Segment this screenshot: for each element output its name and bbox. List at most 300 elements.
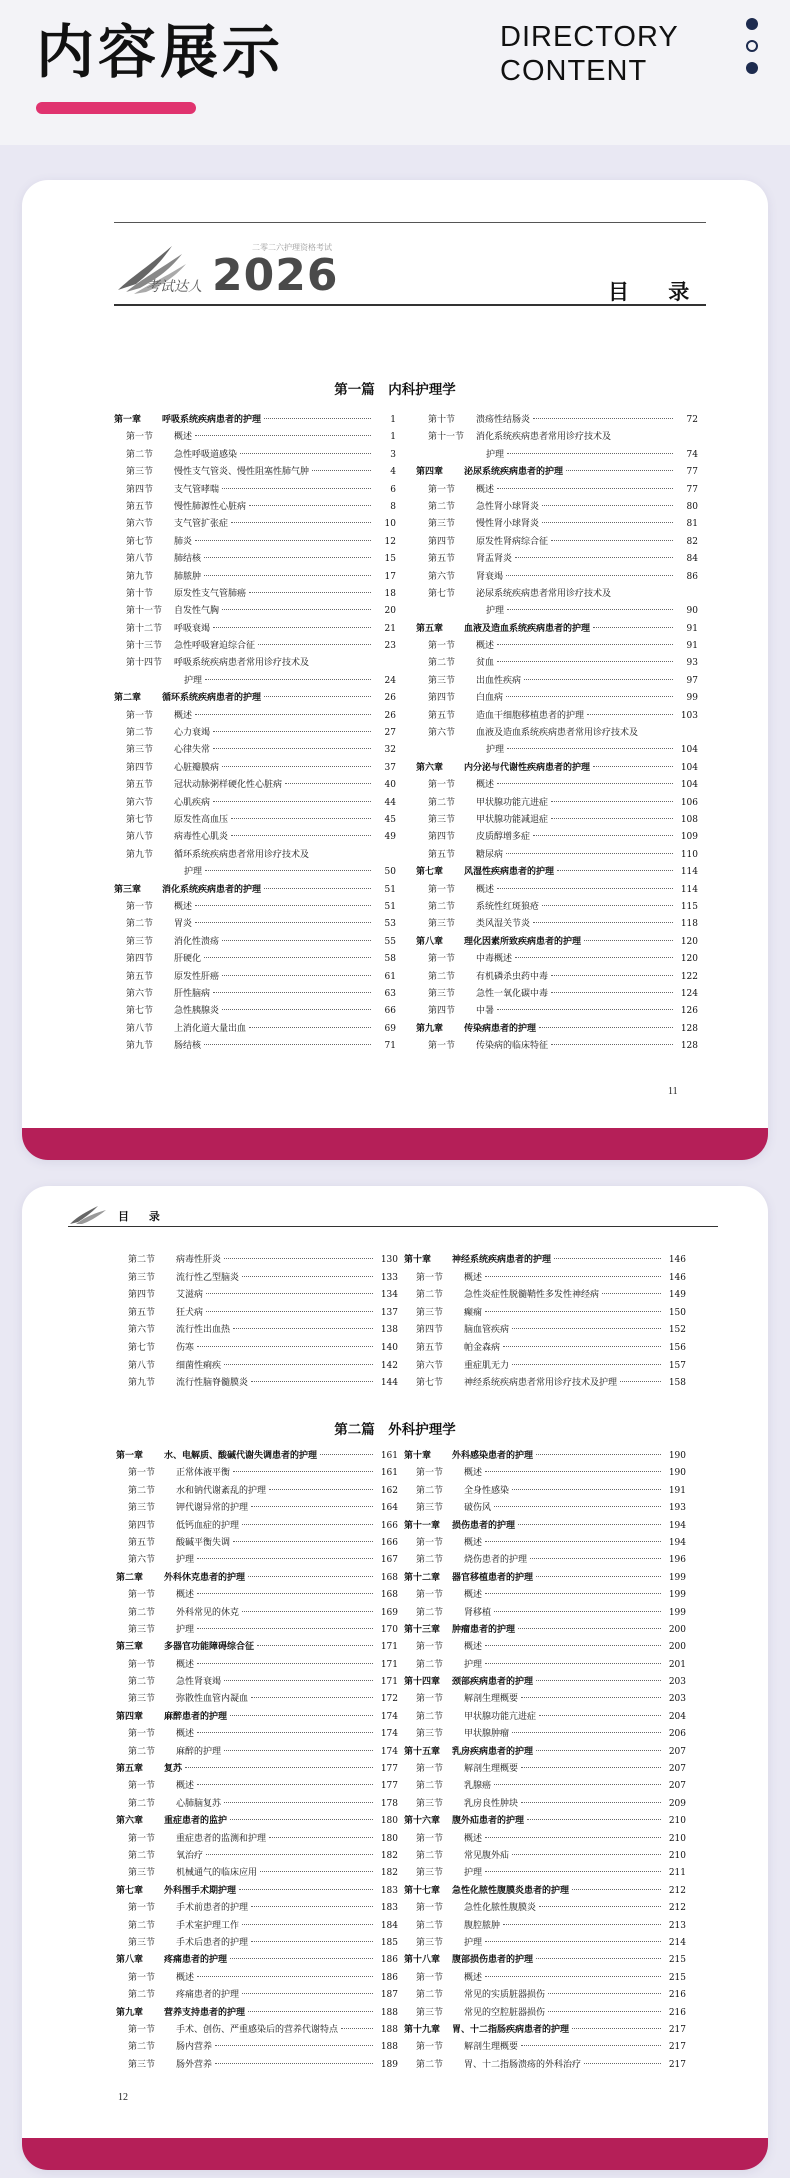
toc-entry-title: 系统性红斑狼疮: [476, 901, 540, 912]
dot-leader: [518, 1628, 661, 1629]
toc-entry-title: 内分泌与代谢性疾病患者的护理: [464, 762, 591, 773]
dot-leader: [222, 609, 371, 610]
toc-entry-number: 第六节: [126, 988, 154, 999]
toc-entry-page: 171: [380, 1642, 398, 1653]
dot-leader: [242, 1924, 373, 1925]
dot-leader: [257, 1645, 373, 1646]
toc-entry-number: 第二节: [126, 728, 154, 739]
toc-entry-label: [116, 1813, 227, 1830]
toc-entry-page: 169: [380, 1607, 398, 1618]
toc-entry-label: [116, 1831, 266, 1848]
toc-entry-title: 概述: [174, 432, 193, 443]
toc-entry-number: 第二节: [128, 1485, 156, 1496]
toc-section-row: [116, 2057, 398, 2074]
toc-entry-page: 138: [380, 1325, 398, 1336]
part-title: 第一篇 内科护理学: [334, 382, 456, 398]
dot-leader: [536, 1958, 661, 1959]
toc-entry-page: 172: [380, 1694, 398, 1705]
toc-section-row: [114, 551, 396, 568]
toc-entry-label: [404, 1535, 482, 1552]
toc-entry-number: 第二节: [128, 1255, 156, 1265]
toc-section-row: [404, 1358, 686, 1376]
toc-entry-title: 概述: [176, 1729, 195, 1740]
toc-entry-number: 第九章: [116, 2007, 144, 2018]
toc-entry-page: 174: [380, 1746, 398, 1757]
toc-entry-title: 流行性出血热: [176, 1325, 231, 1336]
toc-entry-label: [116, 1587, 194, 1604]
toc-entry-title: 外科休克患者的护理: [164, 1572, 246, 1583]
dot-leader: [213, 731, 371, 732]
toc-entry-page: 80: [686, 501, 698, 512]
toc-entry-label: [114, 655, 309, 672]
toc-section-row: [116, 1587, 398, 1604]
toc-section-row: [116, 2039, 398, 2056]
toc-entry-page: 91: [686, 623, 698, 634]
toc-entry-number: 第二节: [416, 1485, 444, 1496]
toc-entry-number: 第一节: [416, 1764, 444, 1775]
toc-entry-label: [114, 638, 255, 655]
toc-entry-label: [116, 1639, 254, 1656]
toc-entry-label: [416, 534, 548, 551]
toc-entry-number: 第十章: [404, 1255, 432, 1265]
toc-entry-page: 212: [668, 1885, 686, 1896]
toc-chapter-row: [116, 1883, 398, 1900]
toc-entry-label: [416, 516, 539, 533]
toc-entry-title: 上消化道大量出血: [174, 1023, 247, 1034]
toc-entry-title: 概述: [464, 1590, 483, 1601]
toc-section-row: [114, 916, 396, 933]
toc-entry-page: 214: [668, 1937, 686, 1948]
toc-entry-label: [416, 847, 503, 864]
toc-entry-number: 第二节: [428, 971, 456, 982]
toc-section-row: [116, 1935, 398, 1952]
toc-section-row: [416, 482, 698, 499]
toc-entry-number: 第十六章: [404, 1816, 441, 1827]
toc-entry-title: 甲状腺功能减退症: [476, 814, 549, 825]
toc-entry-number: 第三节: [428, 919, 456, 930]
toc-entry-number: 第一节: [428, 484, 456, 495]
toc-entry-label: [404, 1918, 500, 1935]
toc-section-row: [416, 725, 698, 742]
toc-entry-page: 74: [686, 449, 698, 460]
toc-entry-page: 190: [668, 1451, 686, 1461]
toc-entry-title: 解剖生理概要: [464, 1694, 519, 1705]
toc-entry-label: [116, 1375, 248, 1393]
toc-section-row: [404, 1831, 686, 1848]
toc-entry-number: 第一节: [128, 1468, 156, 1479]
toc-entry-title: 护理: [464, 1659, 483, 1670]
toc-entry-page: 174: [380, 1711, 398, 1722]
toc-entry-page: 97: [686, 675, 698, 686]
dot-leader: [539, 1027, 673, 1028]
toc-entry-label: [116, 1552, 194, 1569]
toc-chapter-row: [404, 2022, 686, 2039]
brand-name: 考试达人: [146, 279, 202, 295]
toc-entry-label: [404, 2039, 518, 2056]
header-en-line1: DIRECTORY: [500, 21, 679, 53]
toc-entry-page: 133: [380, 1272, 398, 1283]
pager-dot-2: [746, 40, 758, 52]
toc-entry-page: 106: [680, 797, 698, 808]
toc-entry-title: 病毒性心肌炎: [174, 832, 229, 843]
toc-entry-title: 心力衰竭: [174, 728, 211, 739]
toc-section-row: [114, 638, 396, 655]
dot-leader: [539, 1715, 661, 1716]
toc-entry-title: 流行性脑脊髓膜炎: [176, 1378, 249, 1389]
toc-entry-title: 消化性溃疡: [174, 936, 220, 947]
toc-entry-title: 肝硬化: [174, 954, 202, 965]
toc-entry-label: [114, 812, 228, 829]
toc-chapter-row: [404, 1883, 686, 1900]
toc-entry-number: 第十三章: [404, 1624, 441, 1635]
dot-leader: [204, 575, 371, 576]
toc-chapter-row: [404, 1570, 686, 1587]
toc-entry-title: 常见的空腔脏器损伤: [464, 2007, 546, 2018]
header-en-line2: CONTENT: [500, 55, 648, 87]
toc-entry-title: 呼吸衰竭: [174, 623, 211, 634]
toc-entry-title: 溃疡性结肠炎: [476, 415, 531, 425]
toc-entry-title: 概述: [176, 1781, 195, 1792]
toc-section-row: [416, 534, 698, 551]
toc-section-row: [114, 795, 396, 812]
toc-entry-label: [404, 1935, 482, 1952]
page-number: 12: [118, 2092, 128, 2103]
toc-section-row: [116, 1287, 398, 1305]
toc-entry-page: 156: [668, 1342, 686, 1353]
toc-entry-title: 腹部损伤患者的护理: [452, 1955, 534, 1966]
toc-entry-label: [404, 1865, 482, 1882]
dot-leader: [242, 1524, 373, 1525]
dot-leader: [507, 453, 673, 454]
dot-leader: [512, 1364, 661, 1365]
toc-entry-number: 第七节: [126, 814, 154, 825]
toc-chapter-row: [416, 1021, 698, 1038]
toc-entry-title: 原发性支气管肺癌: [174, 588, 247, 599]
toc-entry-title: 急性肾小球肾炎: [476, 501, 540, 512]
toc-entry-number: 第四节: [126, 484, 154, 495]
toc-entry-page: 23: [384, 641, 396, 652]
dot-leader: [507, 748, 673, 749]
dot-leader: [548, 2011, 661, 2012]
toc-entry-label: [416, 499, 539, 516]
toc-section-row: [116, 1605, 398, 1622]
toc-section-row: [114, 864, 396, 881]
toc-section-row: [114, 934, 396, 951]
toc-entry-title: 心肺脑复苏: [176, 1798, 222, 1809]
toc-entry-title: 神经系统疾病患者常用诊疗技术及护理: [464, 1378, 618, 1389]
toc-entry-page: 183: [380, 1885, 398, 1896]
dot-leader: [485, 1541, 661, 1542]
toc-entry-title: 全身性感染: [464, 1485, 510, 1496]
dot-leader: [231, 818, 371, 819]
dot-leader: [521, 1767, 661, 1768]
toc-entry-page: 157: [668, 1360, 686, 1371]
toc-entry-label: [404, 1796, 518, 1813]
toc-entry-page: 104: [680, 762, 698, 773]
dot-leader: [197, 1663, 373, 1664]
dot-leader: [312, 470, 371, 471]
toc-entry-page: 166: [380, 1520, 398, 1531]
toc-entry-number: 第三节: [126, 936, 154, 947]
toc-entry-title: 慢性支气管炎、慢性阻塞性肺气肿: [174, 467, 310, 478]
toc-entry-label: [404, 1639, 482, 1656]
toc-chapter-row: [416, 760, 698, 777]
toc-entry-page: 177: [380, 1764, 398, 1775]
toc-entry-title: 消化系统疾病患者的护理: [162, 884, 262, 895]
toc-entry-number: 第四节: [416, 1325, 444, 1336]
toc-entry-number: 第六章: [116, 1816, 144, 1827]
toc-entry-title: 支气管扩张症: [174, 519, 229, 530]
toc-entry-label: [114, 482, 219, 499]
toc-entry-page: 209: [668, 1798, 686, 1809]
toc-entry-number: 第十九章: [404, 2024, 441, 2035]
toc-entry-title: 概述: [176, 1590, 195, 1601]
toc-entry-title: 中毒概述: [476, 954, 513, 965]
toc-entry-title: 外科围手术期护理: [164, 1885, 237, 1896]
toc-section-row: [404, 1778, 686, 1795]
toc-entry-title: 心肌疾病: [174, 797, 211, 808]
toc-section-row: [416, 516, 698, 533]
dot-leader: [507, 609, 673, 610]
toc-entry-page: 20: [384, 606, 396, 617]
toc-entry-number: 第一节: [128, 1729, 156, 1740]
toc-entry-page: 188: [380, 2024, 398, 2035]
toc-section-row: [416, 986, 698, 1003]
toc-entry-page: 12: [384, 536, 396, 547]
toc-entry-page: 146: [668, 1255, 686, 1265]
toc-section-row: [404, 1987, 686, 2004]
toc-entry-page: 212: [668, 1903, 686, 1914]
toc-entry-number: 第三章: [116, 1642, 144, 1653]
toc-entry-page: 72: [686, 415, 698, 425]
toc-entry-page: 3: [390, 449, 396, 460]
dot-leader: [213, 748, 371, 749]
dot-leader: [224, 1680, 373, 1681]
toc-chapter-row: [416, 621, 698, 638]
part-title: 第二篇 外科护理学: [334, 1422, 456, 1438]
toc-entry-page: 91: [686, 641, 698, 652]
toc-entry-page: 152: [668, 1325, 686, 1336]
toc-entry-number: 第一节: [428, 954, 456, 965]
card-footer-bar: [22, 1128, 768, 1160]
toc-section-row: [404, 1639, 686, 1656]
dot-leader: [213, 992, 371, 993]
toc-entry-title: 胃、十二指肠疾病患者的护理: [452, 2024, 570, 2035]
toc-entry-title: 弥散性血管内凝血: [176, 1694, 249, 1705]
toc-section-row: [404, 2039, 686, 2056]
toc-entry-title: 外科常见的休克: [176, 1607, 240, 1618]
toc-section-row: [116, 1622, 398, 1639]
toc-entry-page: 128: [680, 1041, 698, 1052]
toc-section-row: [114, 569, 396, 586]
toc-entry-number: 第三节: [126, 745, 154, 756]
toc-section-row: [114, 1038, 396, 1055]
toc-entry-number: 第十八章: [404, 1955, 441, 1966]
toc-entry-page: 81: [686, 519, 698, 530]
top-rule: [114, 222, 706, 223]
dot-leader: [515, 557, 673, 558]
toc-entry-title: 有机磷杀虫药中毒: [476, 971, 549, 982]
toc-entry-label: [416, 586, 611, 603]
toc-entry-label: [114, 882, 261, 899]
toc-entry-page: 1: [390, 432, 396, 443]
toc-entry-title: 甲状腺功能亢进症: [476, 797, 549, 808]
toc-entry-title: 手术、创伤、严重感染后的营养代谢特点: [176, 2024, 339, 2035]
dot-leader: [557, 870, 673, 871]
dot-leader: [551, 801, 673, 802]
toc-entry-number: 第九节: [128, 1378, 156, 1389]
toc-section-row: [114, 621, 396, 638]
dot-leader: [197, 1558, 373, 1559]
toc-entry-page: 182: [380, 1868, 398, 1879]
dot-leader: [249, 592, 371, 593]
toc-entry-title: 钾代谢异常的护理: [176, 1503, 249, 1514]
toc-entry-page: 201: [668, 1659, 686, 1670]
toc-entry-title: 急性一氧化碳中毒: [476, 988, 549, 999]
toc-entry-number: 第三节: [128, 1503, 156, 1514]
toc-entry-page: 21: [384, 623, 396, 634]
card-footer-bar: [22, 2138, 768, 2170]
toc-entry-title: 复苏: [164, 1764, 183, 1775]
toc-entry-number: 第六节: [126, 519, 154, 530]
toc-entry-number: 第三节: [416, 1503, 444, 1514]
toc-entry-label: [404, 1375, 617, 1393]
toc-entry-page: 215: [668, 1972, 686, 1983]
toc-entry-page: 32: [384, 745, 396, 756]
toc-entry-label: [116, 1622, 194, 1639]
dot-leader: [503, 1924, 661, 1925]
toc-section-row: [114, 986, 396, 1003]
toc-section-row: [416, 655, 698, 672]
toc-entry-label: [116, 2057, 212, 2074]
toc-entry-page: 166: [380, 1537, 398, 1548]
toc-chapter-row: [116, 1709, 398, 1726]
toc-entry-page: 90: [686, 606, 698, 617]
toc-section-row: [116, 1322, 398, 1340]
toc-entry-title: 概述: [174, 901, 193, 912]
toc-section-row: [416, 777, 698, 794]
toc-entry-label: [416, 916, 530, 933]
toc-section-row: [404, 1657, 686, 1674]
dot-leader: [197, 1784, 373, 1785]
toc-section-row: [116, 1796, 398, 1813]
toc-entry-label: [116, 1883, 236, 1900]
toc-entry-page: 82: [686, 536, 698, 547]
toc-entry-title: 急性胰腺炎: [174, 1006, 220, 1017]
toc-entry-title: 皮质醇增多症: [476, 832, 531, 843]
toc-entry-page: 86: [686, 571, 698, 582]
toc-section-row: [404, 1848, 686, 1865]
toc-entry-label: [114, 412, 261, 429]
toc-entry-page: 10: [384, 519, 396, 530]
toc-section-row: [404, 1709, 686, 1726]
dot-leader: [512, 1854, 661, 1855]
dot-leader: [233, 1471, 373, 1472]
dot-leader: [497, 661, 673, 662]
toc-entry-label: [114, 499, 246, 516]
toc-entry-title: 肺结核: [174, 554, 202, 565]
toc-entry-page: 126: [680, 1006, 698, 1017]
toc-entry-page: 120: [680, 936, 698, 947]
toc-entry-label: [404, 1552, 527, 1569]
toc-entry-page: 200: [668, 1642, 686, 1653]
toc-entry-page: 51: [384, 884, 396, 895]
toc-section-row: [114, 464, 396, 481]
toc-chapter-row: [416, 934, 698, 951]
toc-entry-number: 第二节: [126, 449, 154, 460]
toc-entry-label: [114, 725, 210, 742]
toc-entry-page: 134: [380, 1290, 398, 1301]
toc-entry-number: 第七章: [416, 867, 444, 878]
toc-chapter-row: [404, 1252, 686, 1270]
toc-entry-title: 概述: [476, 780, 495, 791]
dot-leader: [551, 1044, 673, 1045]
toc-section-row: [404, 1322, 686, 1340]
toc-entry-number: 第一节: [416, 1590, 444, 1601]
toc-entry-label: [114, 1021, 246, 1038]
toc-entry-label: [114, 986, 210, 1003]
toc-entry-number: 第二章: [116, 1572, 144, 1583]
toc-section-row: [404, 1918, 686, 1935]
dot-leader: [494, 1506, 661, 1507]
toc-entry-title: 自发性气胸: [174, 606, 220, 617]
toc-entry-label: [116, 1465, 230, 1482]
toc-entry-title: 麻醉的护理: [176, 1746, 222, 1757]
toc-entry-number: 第五节: [428, 710, 456, 721]
toc-chapter-row: [114, 882, 396, 899]
toc-entry-page: 18: [384, 588, 396, 599]
toc-entry-label: [116, 1483, 266, 1500]
toc-section-row: [416, 569, 698, 586]
dot-leader: [518, 1524, 661, 1525]
dot-leader: [251, 1381, 373, 1382]
dot-leader: [512, 1732, 661, 1733]
toc-entry-title: 护理: [176, 1555, 195, 1566]
dot-leader: [260, 1871, 373, 1872]
toc-chapter-row: [404, 1622, 686, 1639]
toc-entry-page: 93: [686, 658, 698, 669]
toc-section-row: [116, 1483, 398, 1500]
toc-entry-number: 第一节: [416, 1642, 444, 1653]
pager-dot-1: [746, 18, 758, 30]
toc-entry-number: 第三节: [428, 988, 456, 999]
toc-section-row: [114, 534, 396, 551]
toc-section-row: [416, 551, 698, 568]
logo-caption: 二零二六护理资格考试: [252, 243, 332, 252]
toc-entry-title: 概述: [476, 484, 495, 495]
toc-section-row: [114, 742, 396, 759]
toc-entry-label: [404, 1340, 500, 1358]
toc-entry-title: 消化系统疾病患者常用诊疗技术及: [476, 432, 612, 443]
toc-entry-label: [116, 1900, 248, 1917]
toc-entry-title: 解剖生理概要: [464, 1764, 519, 1775]
toc-entry-number: 第一节: [416, 1903, 444, 1914]
dot-leader: [215, 2045, 373, 2046]
toc-entry-label: [116, 2039, 212, 2056]
toc-entry-number: 第二节: [128, 1677, 156, 1688]
dot-leader: [533, 922, 673, 923]
toc-entry-title: 循环系统疾病患者常用诊疗技术及: [174, 849, 310, 860]
dot-leader: [536, 1680, 661, 1681]
toc-entry-page: 217: [668, 2042, 686, 2053]
toc-entry-title: 护理: [176, 1624, 195, 1635]
toc-entry-number: 第三节: [428, 814, 456, 825]
toc-section-row: [416, 1003, 698, 1020]
dot-leader: [197, 1346, 373, 1347]
toc-section-row: [114, 951, 396, 968]
toc-entry-page: 167: [380, 1555, 398, 1566]
toc-entry-number: 第二节: [128, 1850, 156, 1861]
